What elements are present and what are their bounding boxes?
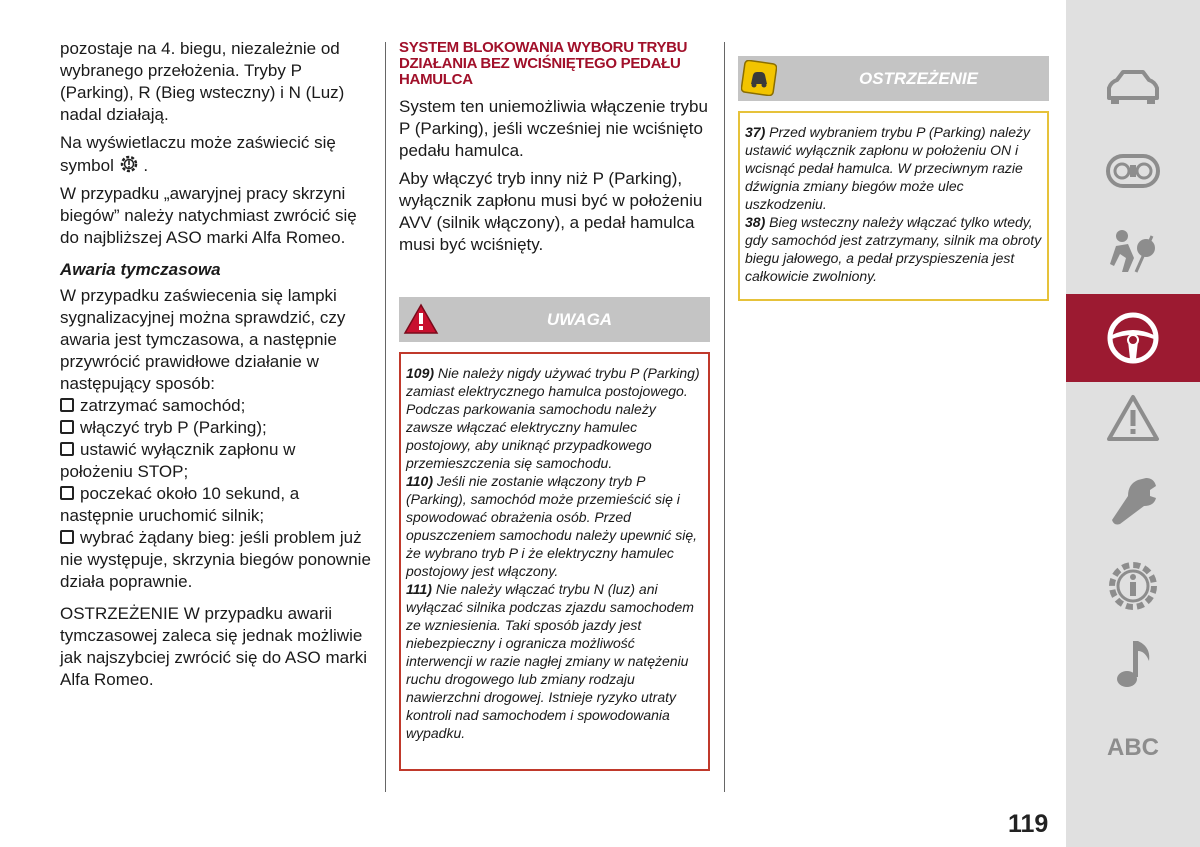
section-title: SYSTEM BLOKOWANIA WYBORU TRYBU DZIAŁANIA BEZ WCIŚNIĘTEGO PEDAŁU HAMULCA — [399, 39, 688, 88]
sidebar-item-dashboard[interactable] — [1066, 127, 1200, 215]
note — [406, 580, 703, 742]
steering-wheel-icon — [1106, 311, 1160, 365]
abc-label: ABC — [1107, 734, 1159, 761]
note-text: Przed wybraniem trybu P (Parking) należy ustawić wyłącznik zapłonu w położeniu ON i wcisnąć pedał hamulca. W przeciwnym razie dźwignia zmiany biegów może ulec uszkodzeniu. — [745, 124, 1031, 212]
step-list — [60, 395, 372, 593]
banner-label: OSTRZEŻENIE — [858, 69, 978, 88]
paragraph: pozostaje na 4. biegu, niezależnie od wybranego przełożenia. Tryby P (Parking), R (Bieg wsteczny) i N (Luz) nadal działają. — [60, 39, 345, 124]
note-number: 109) — [406, 365, 435, 381]
list-item-text: ustawić wyłącznik zapłonu w położeniu STOP; — [60, 440, 296, 481]
note — [406, 364, 703, 472]
note-number: 38) — [745, 214, 766, 230]
car-warning-icon — [741, 60, 777, 96]
list-item-text: poczekać około 10 sekund, a następnie uruchomić silnik; — [60, 484, 300, 525]
list-item — [60, 439, 372, 483]
note-number: 110) — [406, 473, 433, 489]
paragraph: OSTRZEŻENIE W przypadku awarii tymczasowej zaleca się jednak możliwie jak najszybciej zwrócić się do ASO marki Alfa Romeo. — [60, 604, 368, 689]
note-number: 111) — [406, 581, 432, 597]
warning-triangle-icon — [403, 303, 439, 335]
sidebar-item-safety[interactable] — [1066, 207, 1200, 295]
airbag-icon — [1108, 226, 1158, 276]
column-divider — [724, 42, 725, 792]
sidebar-item-technical-data[interactable] — [1066, 542, 1200, 630]
gear-warning-icon — [119, 154, 139, 174]
sidebar-item-emergency[interactable] — [1066, 374, 1200, 462]
subheading: Awaria tymczasowa — [60, 260, 221, 279]
sidebar-item-starting-driving[interactable] — [1066, 294, 1200, 382]
list-item — [60, 483, 372, 527]
checkbox-bullet-icon — [60, 420, 74, 434]
paragraph: Aby włączyć tryb inny niż P (Parking), wyłącznik zapłonu musi być w położeniu AVV (silnik włączony), a pedał hamulca musi być wciśnięty. — [399, 169, 703, 254]
checkbox-bullet-icon — [60, 442, 74, 456]
uwaga-banner — [399, 297, 710, 342]
note-text: Jeśli nie zostanie włączony tryb P (Parking), samochód może przemieścić się i spowodować obrażenia osób. Przed opuszczeniem samochodu należy upewnić się, że wybrano tryb P i że elektryczny hamulec postojowy jest włączony. — [406, 473, 698, 579]
column-1 — [60, 38, 372, 697]
sidebar-item-car[interactable] — [1066, 44, 1200, 132]
paragraph — [60, 132, 372, 177]
warning-triangle-icon — [1106, 394, 1160, 442]
paragraph-end: . — [138, 156, 149, 175]
note-text: Nie należy nigdy używać trybu P (Parking) zamiast elektrycznego hamulca postojowego. Podczas parkowania samochodu należy zawsze włączać elektryczny hamulec postojowy, aby uniknąć przypadkowego przemieszczenia się samochodu. — [406, 365, 700, 471]
list-item-text: wybrać żądany bieg: jeśli problem już nie występuje, skrzynia biegów ponownie działa poprawnie. — [60, 528, 371, 591]
dashboard-icon — [1105, 151, 1161, 191]
page-number: 119 — [1008, 810, 1049, 838]
column-2 — [399, 40, 711, 262]
sidebar-item-multimedia[interactable] — [1066, 620, 1200, 708]
ostrzezenie-box — [738, 111, 1049, 301]
note-text: Nie należy włączać trybu N (luz) ani wyłączać silnika podczas zjazdu samochodem ze wzniesienia. Taki sposób jazdy jest niebezpieczny i ogranicza możliwość interwencji w razie nagłej zmiany w natężeniu ruchu drogowego lub zmiany rodzaju nawierzchni drogowej. Istnieje ryzyko utraty kontroli nad samochodem i spowodowania wypadku. — [406, 581, 694, 741]
list-item — [60, 527, 372, 593]
paragraph: System ten uniemożliwia włączenie trybu P (Parking), jeśli wcześniej nie wciśnięto pedału hamulca. — [399, 97, 708, 160]
note-text: Bieg wsteczny należy włączać tylko wtedy, gdy samochód jest zatrzymany, silnik ma obroty biegu jałowego, a pedał przyspieszenia jest całkowicie zwolniony. — [745, 214, 1042, 284]
checkbox-bullet-icon — [60, 530, 74, 544]
wrench-icon — [1106, 474, 1160, 528]
sidebar-item-maintenance[interactable] — [1066, 457, 1200, 545]
list-item-text: zatrzymać samochód; — [80, 396, 246, 415]
list-item — [60, 417, 372, 439]
note — [745, 123, 1042, 213]
sidebar-item-index[interactable] — [1066, 704, 1200, 792]
ostrzezenie-banner — [738, 56, 1049, 101]
paragraph-text: Na wyświetlaczu może zaświecić się symbol — [60, 133, 336, 175]
uwaga-box — [399, 352, 710, 771]
car-icon — [1105, 68, 1161, 108]
paragraph: W przypadku zaświecenia się lampki sygnalizacyjnej można sprawdzić, czy awaria jest tymczasowa, a następnie przywrócić prawidłowe działanie w następujący sposób: — [60, 286, 346, 393]
list-item — [60, 395, 372, 417]
checkbox-bullet-icon — [60, 398, 74, 412]
info-gear-icon — [1106, 559, 1160, 613]
note — [745, 213, 1042, 285]
note — [406, 472, 703, 580]
chapter-sidebar — [1066, 0, 1200, 847]
checkbox-bullet-icon — [60, 486, 74, 500]
list-item-text: włączyć tryb P (Parking); — [80, 418, 267, 437]
column-divider — [385, 42, 386, 792]
banner-label: UWAGA — [546, 310, 613, 329]
music-note-icon — [1111, 637, 1155, 691]
paragraph: W przypadku „awaryjnej pracy skrzyni biegów” należy natychmiast zwrócić się do najbliższej ASO marki Alfa Romeo. — [60, 184, 357, 247]
note-number: 37) — [745, 124, 766, 140]
